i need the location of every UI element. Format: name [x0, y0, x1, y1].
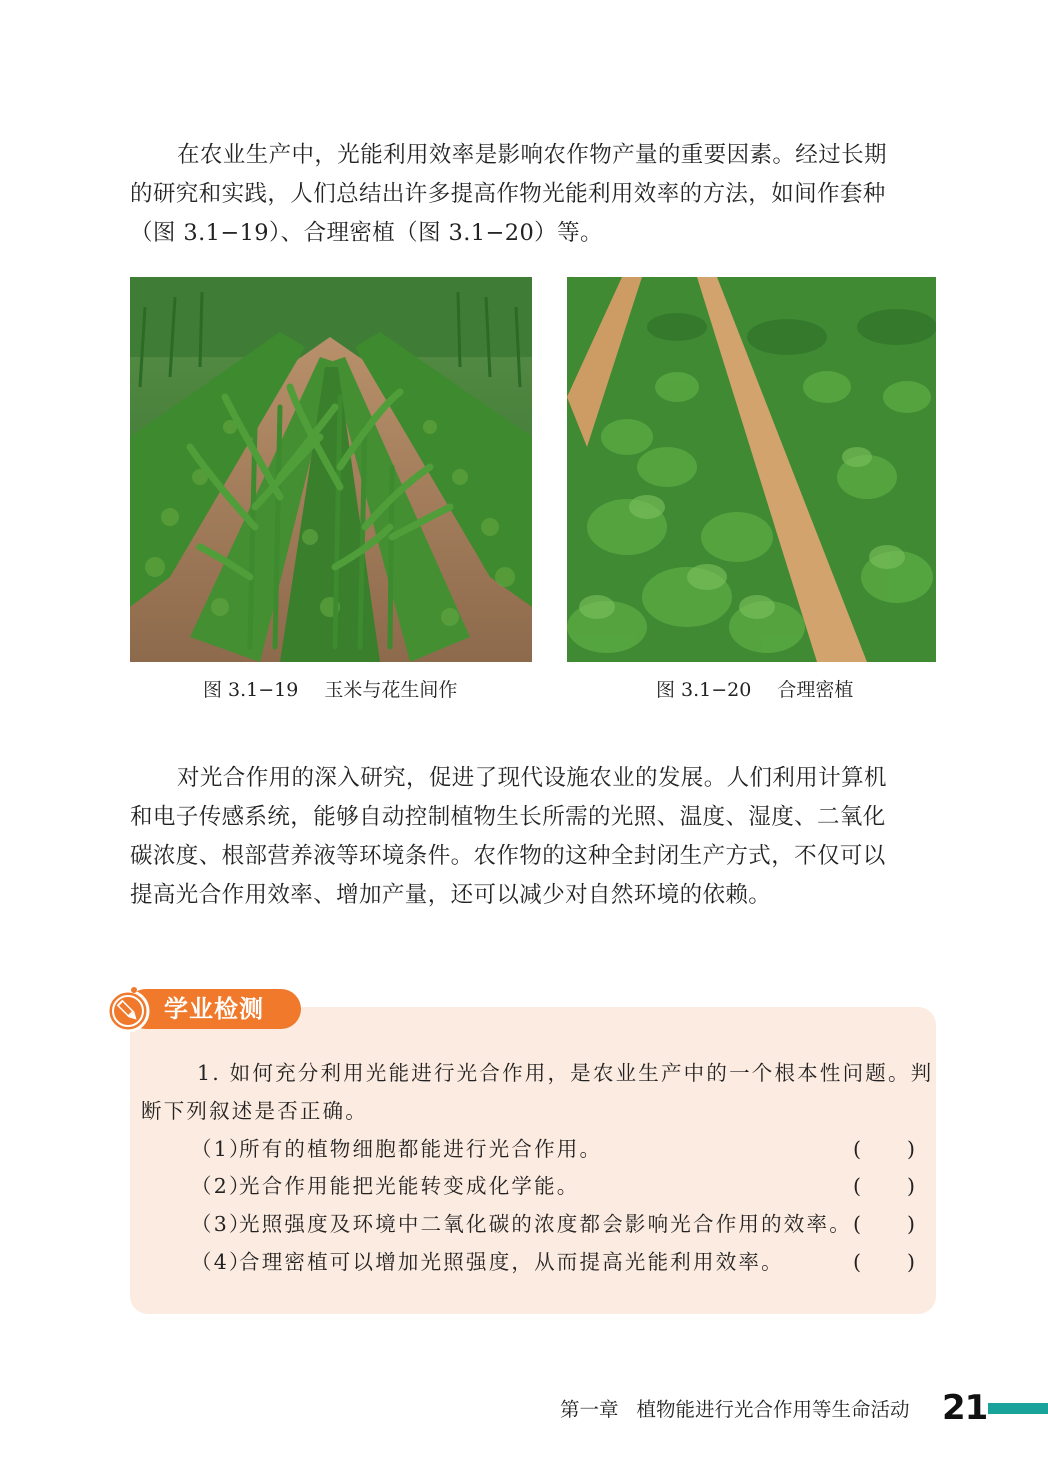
item-number: （2）	[191, 1174, 252, 1198]
dense-planting-photo	[567, 277, 936, 662]
item-number: （1）	[191, 1137, 252, 1161]
figure-number: 图 3.1−19	[203, 679, 299, 701]
chapter-title: 植物能进行光合作用等生命活动	[636, 1398, 910, 1421]
text-line: 碳浓度、根部营养液等环境条件。农作物的这种全封闭生产方式，不仅可以	[130, 843, 886, 869]
question-text: 1. 如何充分利用光能进行光合作用，是农业生产中的一个根本性问题。判	[197, 1061, 934, 1085]
intro-paragraph	[130, 136, 936, 253]
figure-caption	[203, 677, 457, 703]
answer-blank[interactable]: ( )	[853, 1212, 915, 1236]
footer-chapter	[560, 1397, 910, 1423]
question-text: 断下列叙述是否正确。	[141, 1099, 368, 1123]
item-number: （3）	[191, 1212, 252, 1236]
assessment-badge	[104, 986, 301, 1032]
page-number: 21	[942, 1388, 988, 1428]
item-text: 合理密植可以增加光照强度，从而提高光能利用效率。	[239, 1250, 784, 1274]
figure-title: 合理密植	[777, 679, 854, 701]
text-line: 和电子传感系统，能够自动控制植物生长所需的光照、温度、湿度、二氧化	[130, 804, 886, 830]
chapter-number: 第一章	[560, 1398, 619, 1421]
question-item	[191, 1209, 915, 1239]
text-line: 在农业生产中，光能利用效率是影响农作物产量的重要因素。经过长期	[177, 142, 887, 168]
answer-blank[interactable]: ( )	[853, 1137, 915, 1161]
text-line: 提高光合作用效率、增加产量，还可以减少对自然环境的依赖。	[130, 882, 772, 908]
figure-number: 图 3.1−20	[656, 679, 752, 701]
question-item	[191, 1134, 915, 1164]
footer-bar	[988, 1403, 1048, 1414]
intercropping-photo	[130, 277, 532, 662]
text-line: （图 3.1−19）、合理密植（图 3.1−20）等。	[130, 220, 603, 246]
item-text: 所有的植物细胞都能进行光合作用。	[239, 1137, 603, 1161]
text-line: 对光合作用的深入研究，促进了现代设施农业的发展。人们利用计算机	[177, 765, 887, 791]
pencil-icon	[104, 986, 152, 1034]
question-item	[191, 1171, 915, 1201]
question-item	[191, 1247, 915, 1277]
item-number: （4）	[191, 1250, 252, 1274]
text-line: 的研究和实践，人们总结出许多提高作物光能利用效率的方法，如间作套种	[130, 181, 886, 207]
item-text: 光合作用能把光能转变成化学能。	[239, 1174, 580, 1198]
facility-paragraph	[130, 759, 936, 915]
answer-blank[interactable]: ( )	[853, 1174, 915, 1198]
item-text: 光照强度及环境中二氧化碳的浓度都会影响光合作用的效率。	[239, 1212, 852, 1236]
figure-caption	[656, 677, 853, 703]
assessment-title: 学业检测	[164, 995, 264, 1023]
figure-title: 玉米与花生间作	[324, 679, 458, 701]
answer-blank[interactable]: ( )	[853, 1250, 915, 1274]
